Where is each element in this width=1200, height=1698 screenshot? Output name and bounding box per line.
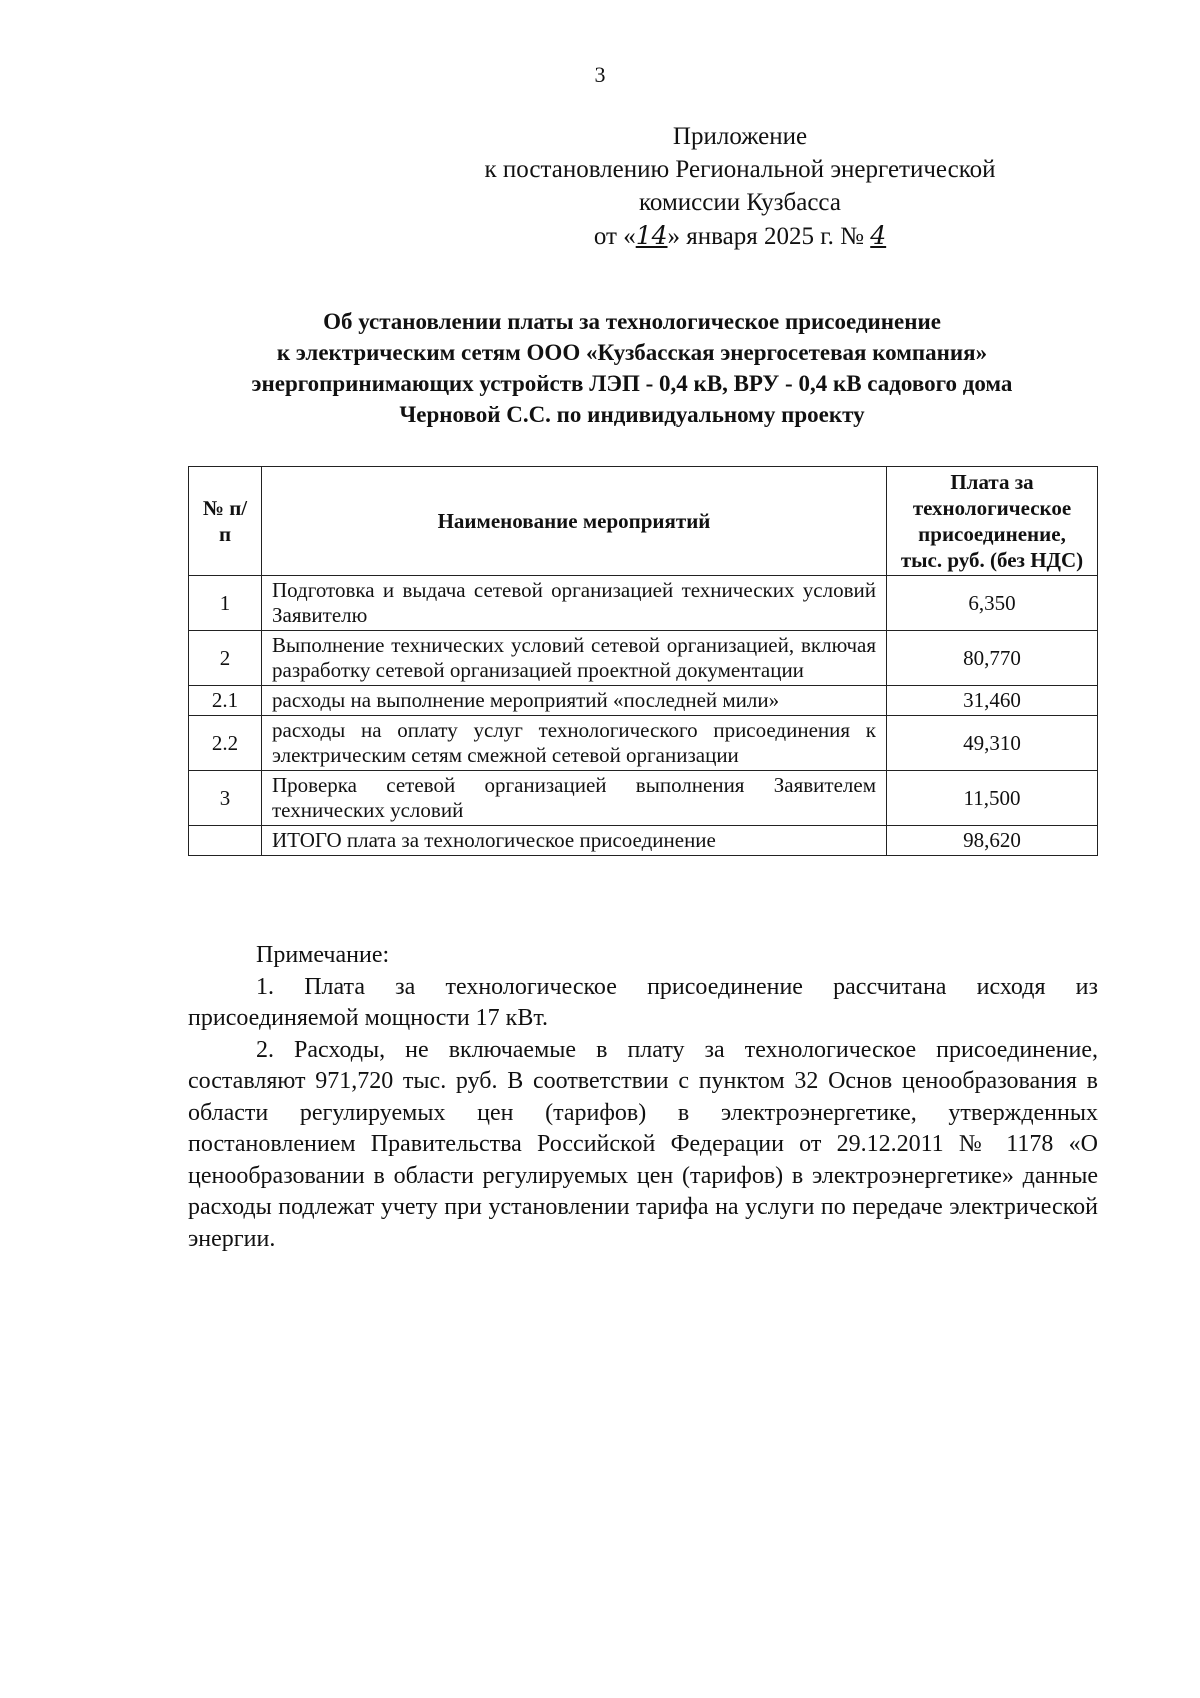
row-name: Выполнение технических условий сетевой организацией, включая разработку сетевой организацией проектной документации	[262, 631, 887, 686]
row-fee: 11,500	[887, 771, 1098, 826]
appendix-line3: комиссии Кузбасса	[639, 189, 841, 216]
row-num: 2.2	[189, 716, 262, 771]
appendix-line1: Приложение	[672, 123, 808, 150]
table-row	[189, 771, 1098, 826]
date-day: 14	[635, 221, 668, 250]
table-row	[189, 686, 1098, 716]
date-mid: » января 2025 г. №	[667, 223, 864, 250]
appendix-block	[470, 120, 1010, 253]
total-name: ИТОГО плата за технологическое присоединение	[262, 826, 887, 856]
notes-section	[188, 940, 1098, 1255]
header-num: № п/п	[189, 467, 262, 576]
row-fee: 80,770	[887, 631, 1098, 686]
row-fee: 6,350	[887, 576, 1098, 631]
table-row	[189, 631, 1098, 686]
page-number: 3	[594, 62, 606, 87]
row-name: Проверка сетевой организацией выполнения Заявителем технических условий	[262, 771, 887, 826]
note-item: 1. Плата за технологическое присоединение рассчитана исходя из присоединяемой мощности 17 кВт.	[188, 973, 1098, 1031]
header-fee: Плата за технологическое присоединение, тыс. руб. (без НДС)	[887, 467, 1098, 576]
note-item: 2. Расходы, не включаемые в плату за технологическое присоединение, составляют 971,720 тыс. руб. В соответствии с пунктом 32 Основ ценообразования в области регулируемых цен (тарифов) в электроэнергетике, утвержденных постановлением Правительства Российской Федерации от 29.12.2011 № 1178 «О ценообразовании в области регулируемых цен (тарифов) в электроэнергетике» данные расходы подлежат учету при установлении тарифа на услуги по передаче электрической энергии.	[188, 1036, 1098, 1252]
row-fee: 31,460	[887, 686, 1098, 716]
row-fee: 49,310	[887, 716, 1098, 771]
total-fee: 98,620	[887, 826, 1098, 856]
total-num	[189, 826, 262, 856]
table-row	[189, 576, 1098, 631]
header-name: Наименование мероприятий	[262, 467, 887, 576]
date-prefix: от «	[593, 223, 636, 250]
row-num: 2	[189, 631, 262, 686]
row-num: 1	[189, 576, 262, 631]
table-header-row	[189, 467, 1098, 576]
row-num: 3	[189, 771, 262, 826]
resolution-number: 4	[870, 221, 887, 250]
fees-table	[188, 466, 1098, 856]
table-row	[189, 716, 1098, 771]
table-total-row	[189, 826, 1098, 856]
title-line3: энергопринимающих устройств ЛЭП - 0,4 кВ, ВРУ - 0,4 кВ садового дома	[251, 371, 1013, 396]
row-num: 2.1	[189, 686, 262, 716]
appendix-line2: к постановлению Региональной энергетической	[484, 156, 996, 183]
row-name: расходы на оплату услуг технологического присоединения к электрическим сетям смежной сетевой организации	[262, 716, 887, 771]
notes-heading: Примечание:	[256, 942, 390, 968]
document-title	[176, 306, 1088, 430]
row-name: расходы на выполнение мероприятий «последней мили»	[262, 686, 887, 716]
row-name: Подготовка и выдача сетевой организацией технических условий Заявителю	[262, 576, 887, 631]
title-line4: Черновой С.С. по индивидуальному проекту	[399, 402, 865, 427]
appendix-date-line	[470, 219, 1010, 253]
title-line1: Об установлении платы за технологическое присоединение	[323, 309, 941, 334]
title-line2: к электрическим сетям ООО «Кузбасская энергосетевая компания»	[276, 340, 988, 365]
